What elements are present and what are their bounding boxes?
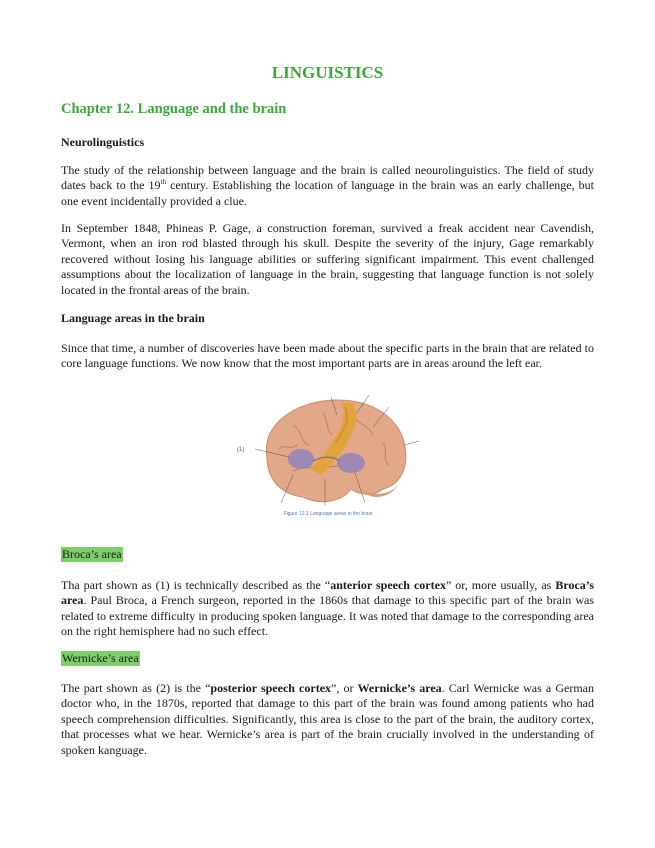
broca-paragraph	[61, 578, 594, 640]
para-text: Tha part shown as (1) is technically described as the “	[61, 578, 331, 592]
neurolinguistics-paragraph-1	[61, 163, 594, 209]
brain-illustration	[233, 385, 423, 510]
para-text: ”, or	[331, 681, 358, 695]
wernicke-paragraph	[61, 681, 594, 758]
brain-figure	[233, 385, 423, 525]
para-text: century. Establishing the location of language in the brain was an early challenge, but one event incidentally provided a clue.	[61, 178, 594, 208]
superscript: th	[160, 178, 167, 187]
neurolinguistics-heading: Neurolinguistics	[61, 135, 145, 149]
document-title: LINGUISTICS	[271, 63, 384, 82]
bold-term: Wernicke’s area	[357, 681, 442, 695]
bold-term: posterior speech cortex	[210, 681, 332, 695]
para-text: . Paul Broca, a French surgeon, reported in the 1860s that damage to this specific part of the brain was related to extreme difficulty in producing spoken language. It was noted that damage to the corresponding area on the right hemisphere had no such effect.	[61, 593, 594, 639]
para-text: . Carl Wernicke was a German doctor who, in the 1870s, reported that damage to this part of the brain was found among patients who had speech comprehension difficulties. Significantly, this area is close to the part of the brain, the auditory cortex, that processes what we hear. Wernicke’s area is part of the brain crucially involved in the understanding of spoken kanguage.	[61, 681, 594, 757]
language-areas-paragraph: Since that time, a number of discoveries have been made about the specific parts in the brain that are related to core language functions. We now know that the most important parts are in areas around the left ear.	[61, 341, 594, 371]
wernicke-heading: Wernicke’s area	[62, 651, 139, 665]
bold-term: Broca’s area	[61, 578, 594, 608]
figure-label-1: (1)	[237, 447, 245, 453]
language-areas-heading: Language areas in the brain	[61, 311, 205, 325]
para-text: The study of the relationship between language and the brain is called neourolinguistics. The field of study dates back to the 19	[61, 163, 594, 193]
bold-term: anterior speech cortex	[330, 578, 446, 592]
figure-caption: Figure 12.1 Language areas in the brain	[283, 511, 373, 517]
para-text: ” or, more usually, as	[445, 578, 556, 592]
para-text: The part shown as (2) is the “	[61, 681, 211, 695]
gage-paragraph: In September 1848, Phineas P. Gage, a construction foreman, survived a freak accident near Cavendish, Vermont, when an iron rod blasted through his skull. Despite the severity of the injury, Gage remarkably recovered without losing his language abilities or suffering significant impairment. This event challenged assumptions about the localization of language in the brain, suggesting that language function is not solely located in the frontal areas of the brain.	[61, 221, 594, 297]
broca-heading: Broca’s area	[62, 547, 122, 561]
chapter-heading: Chapter 12. Language and the brain	[61, 101, 287, 117]
